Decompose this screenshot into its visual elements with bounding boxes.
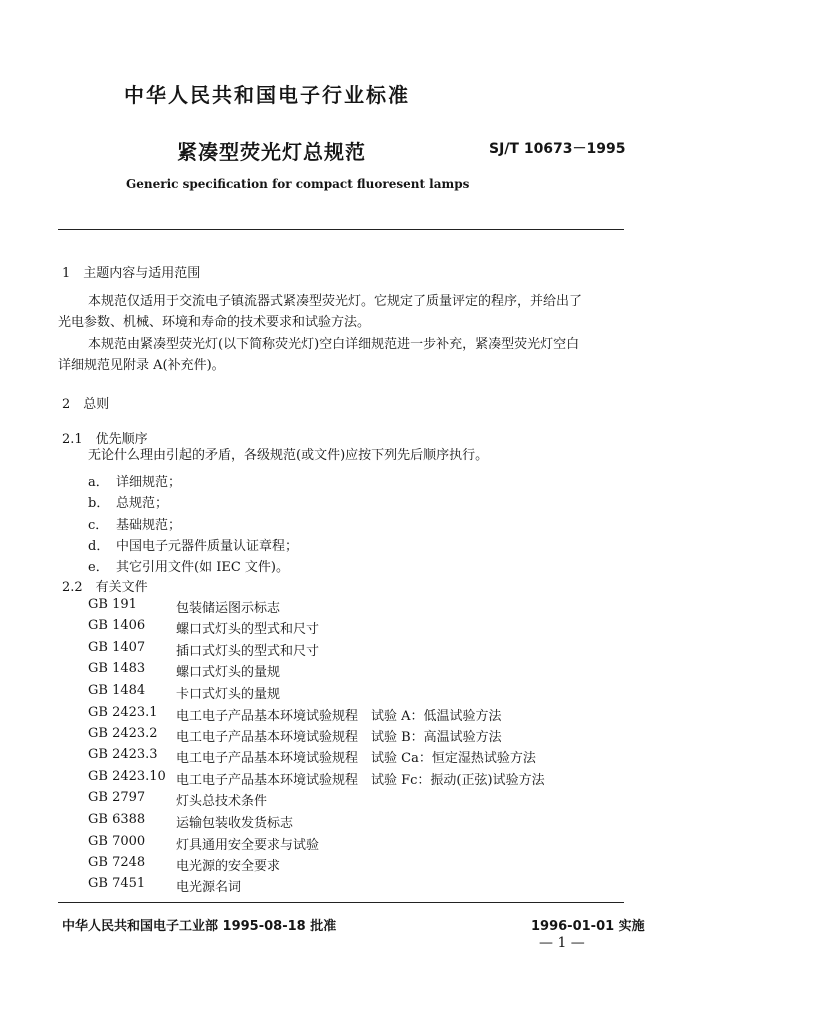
header-divider <box>58 229 624 230</box>
priority-item-letter: a． <box>88 475 109 490</box>
reference-title: 螺口式灯头的量规 <box>176 665 281 680</box>
reference-title: 卡口式灯头的量规 <box>176 687 281 702</box>
reference-code: GB 7451 <box>88 876 146 891</box>
section-1-paragraph-1-line-2: 光电参数、机械、环境和寿命的技术要求和试验方法。 <box>58 315 371 330</box>
reference-title: 包装储运图示标志 <box>176 601 281 616</box>
reference-title: 电光源名词 <box>176 880 242 895</box>
footer-divider <box>58 902 624 903</box>
section-1-paragraph-2-line-2: 详细规范见附录 A(补充件)。 <box>58 358 225 373</box>
priority-item-text: 中国电子元器件质量认证章程； <box>116 539 299 554</box>
section-2-heading: 2 总则 <box>62 397 110 412</box>
reference-title: 电工电子产品基本环境试验规程 试验 B：高温试验方法 <box>176 730 502 745</box>
priority-item-text: 总规范； <box>116 496 169 511</box>
priority-item-text: 详细规范； <box>116 475 182 490</box>
reference-title: 灯头总技术条件 <box>176 794 268 809</box>
reference-title: 运输包装收发货标志 <box>176 816 294 831</box>
priority-item-text: 基础规范； <box>116 518 182 533</box>
implementation-date: 1996-01-01 实施 <box>531 919 645 934</box>
approval-statement: 中华人民共和国电子工业部 1995-08-18 批准 <box>62 919 337 934</box>
priority-item-text: 其它引用文件(如 IEC 文件)。 <box>116 560 289 575</box>
priority-item-letter: e． <box>88 560 109 575</box>
reference-code: GB 6388 <box>88 812 146 827</box>
reference-title: 电工电子产品基本环境试验规程 试验 Fc：振动(正弦)试验方法 <box>176 773 545 788</box>
document-title: 紧凑型荧光灯总规范 <box>177 140 366 164</box>
section-1-paragraph-1-line-1: 本规范仅适用于交流电子镇流器式紧凑型荧光灯。它规定了质量评定的程序，并给出了 <box>88 294 583 309</box>
reference-code: GB 1483 <box>88 661 146 676</box>
reference-code: GB 2423.1 <box>88 705 158 720</box>
section-1-heading: 1 主题内容与适用范围 <box>62 266 201 281</box>
priority-item-letter: b． <box>88 496 110 511</box>
reference-code: GB 2423.3 <box>88 747 158 762</box>
priority-item-letter: d． <box>88 539 110 554</box>
english-title: Generic specification for compact fluoresent lamps <box>126 177 470 191</box>
page-number: — 1 — <box>539 935 585 951</box>
reference-code: GB 2423.10 <box>88 769 166 784</box>
reference-title: 插口式灯头的型式和尺寸 <box>176 644 320 659</box>
reference-code: GB 1406 <box>88 618 146 633</box>
reference-code: GB 7000 <box>88 834 146 849</box>
reference-code: GB 7248 <box>88 855 146 870</box>
reference-code: GB 2797 <box>88 790 146 805</box>
standard-code: SJ/T 10673－1995 <box>489 141 626 157</box>
section-2-2-heading: 2.2 有关文件 <box>62 580 148 595</box>
reference-code: GB 1407 <box>88 640 146 655</box>
section-1-paragraph-2-line-1: 本规范由紧凑型荧光灯(以下简称荧光灯)空白详细规范进一步补充，紧凑型荧光灯空白 <box>88 337 580 352</box>
reference-title: 电光源的安全要求 <box>176 859 281 874</box>
reference-title: 电工电子产品基本环境试验规程 试验 A：低温试验方法 <box>176 709 502 724</box>
section-2-1-text: 无论什么理由引起的矛盾，各级规范(或文件)应按下列先后顺序执行。 <box>88 448 489 463</box>
section-2-1-heading: 2.1 优先顺序 <box>62 432 148 447</box>
reference-title: 灯具通用安全要求与试验 <box>176 838 320 853</box>
reference-code: GB 2423.2 <box>88 726 158 741</box>
reference-code: GB 1484 <box>88 683 146 698</box>
issuing-organization: 中华人民共和国电子行业标准 <box>124 83 410 107</box>
reference-code: GB 191 <box>88 597 137 612</box>
reference-title: 电工电子产品基本环境试验规程 试验 Ca：恒定湿热试验方法 <box>176 751 536 766</box>
priority-item-letter: c． <box>88 518 109 533</box>
reference-title: 螺口式灯头的型式和尺寸 <box>176 622 320 637</box>
